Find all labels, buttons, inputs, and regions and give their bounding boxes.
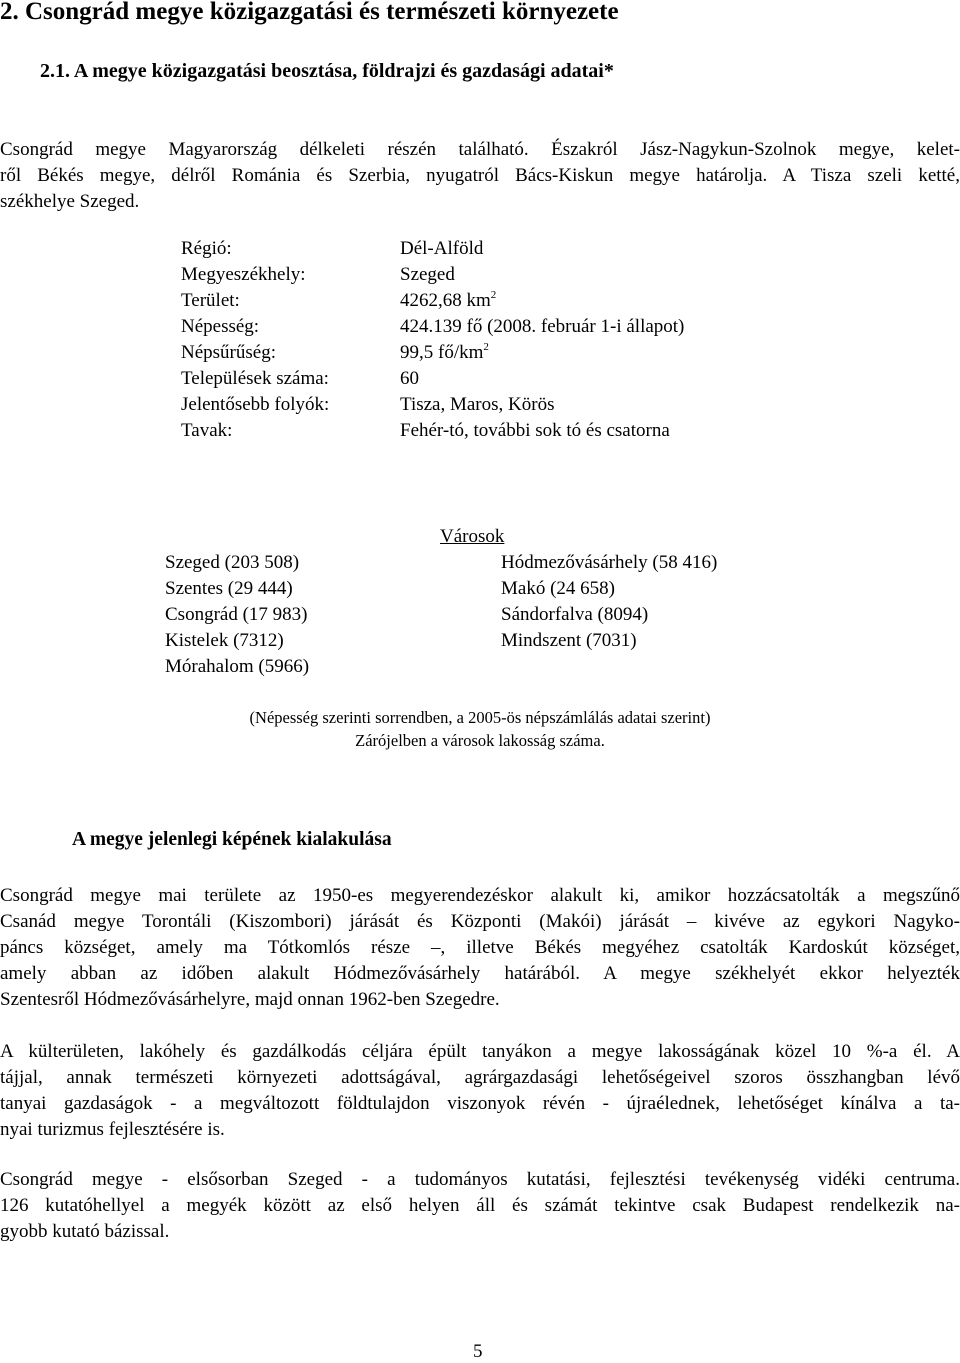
research-paragraph [0,1167,960,1245]
city-item: Makó (24 658) [501,578,615,599]
paragraph-line: Csongrád megye mai területe az 1950-es megyerendezéskor alakult ki, amikor hozzácsatolták a megszűnő [0,885,960,906]
fact-label: Régió: [181,238,232,259]
city-item: Kistelek (7312) [165,630,284,651]
fact-value: Fehér-tó, további sok tó és csatorna [400,420,670,441]
superscript: 2 [483,341,489,353]
fact-label: Népsűrűség: [181,342,276,363]
fact-value [400,340,489,366]
paragraph-line: amely abban az időben alakult Hódmezővásárhely határából. A megye székhelyét ekkor helyezték [0,963,960,984]
chapter-title: 2. Csongrád megye közigazgatási és természeti környezete [0,0,619,25]
fact-value-text: 4262,68 km [400,290,491,311]
fact-value: 60 [400,368,419,389]
paragraph-line: páncs községet, amely ma Tótkomlós része –, illetve Békés megyéhez csatolták Kardoskút községet, [0,937,960,958]
fact-label: Terület: [181,290,240,311]
city-item: Szeged (203 508) [165,552,300,573]
city-item: Hódmezővásárhely (58 416) [501,552,718,573]
fact-value: Tisza, Maros, Körös [400,394,555,415]
paragraph-line: tájjal, annak természeti környezeti adottságával, agrárgazdasági lehetőségeivel szoros összhangban lévő [0,1067,960,1088]
note-line: Zárójelben a városok lakosság száma. [355,731,605,750]
fact-value: 424.139 fő (2008. február 1-i állapot) [400,316,685,337]
cities-left-column [165,550,309,680]
paragraph-line: Csanád megye Torontáli (Kiszombori) járását és Központi (Makói) járását – kivéve az egykori Nagyko- [0,911,960,932]
paragraph-line: Szentesről Hódmezővásárhelyre, majd onnan 1962-ben Szegedre. [0,989,500,1010]
fact-label: Megyeszékhely: [181,264,306,285]
city-item: Sándorfalva (8094) [501,604,649,625]
intro-line: Csongrád megye Magyarország délkeleti részén található. Északról Jász-Nagykun-Szolnok megye, kelet- [0,139,960,160]
cities-heading: Városok [440,526,505,547]
paragraph-line: tanyai gazdaságok - a megváltozott földtulajdon viszonyok révén - újraélednek, lehetőséget kínálva a ta- [0,1093,960,1114]
paragraph-line: Csongrád megye - elsősorban Szeged - a tudományos kutatási, fejlesztési tevékenység vidéki centruma. [0,1169,960,1190]
intro-line: székhelye Szeged. [0,191,140,212]
fact-label: Jelentősebb folyók: [181,394,330,415]
city-item: Mórahalom (5966) [165,656,310,677]
city-item: Csongrád (17 983) [165,604,308,625]
page-number: 5 [473,1341,483,1362]
fact-label: Népesség: [181,316,260,337]
superscript: 2 [490,289,497,301]
farmsteads-paragraph [0,1039,960,1143]
section-title: 2.1. A megye közigazgatási beosztása, földrajzi és gazdasági adatai* [40,60,614,82]
paragraph-line: gyobb kutató bázissal. [0,1221,170,1242]
city-item: Szentes (29 444) [165,578,293,599]
fact-value-text: 99,5 fő/km [400,342,484,363]
cities-right-column [501,550,717,654]
fact-value: Dél-Alföld [400,238,484,259]
paragraph-line: A külterületen, lakóhely és gazdálkodás céljára épült tanyákon a megye lakosságának közel 10 %-a él. A [0,1041,960,1062]
city-item: Mindszent (7031) [501,630,637,651]
subsection-title: A megye jelenlegi képének kialakulása [72,829,392,850]
intro-line: ről Békés megye, délről Románia és Szerbia, nyugatról Bács-Kiskun megye határolja. A Tisza szeli ketté, [0,165,960,186]
paragraph-line: nyai turizmus fejlesztésére is. [0,1119,225,1140]
fact-value: Szeged [400,264,455,285]
fact-value [400,288,496,314]
fact-label: Települések száma: [181,368,329,389]
paragraph-line: 126 kutatóhellyel a megyék között az első helyen áll és számát tekintve csak Budapest rendelkezik na- [0,1195,960,1216]
cities-note [0,706,960,752]
fact-label: Tavak: [181,420,233,441]
intro-paragraph [0,137,960,215]
note-line: (Népesség szerinti sorrendben, a 2005-ös népszámlálás adatai szerint) [249,708,711,727]
history-paragraph [0,883,960,1013]
